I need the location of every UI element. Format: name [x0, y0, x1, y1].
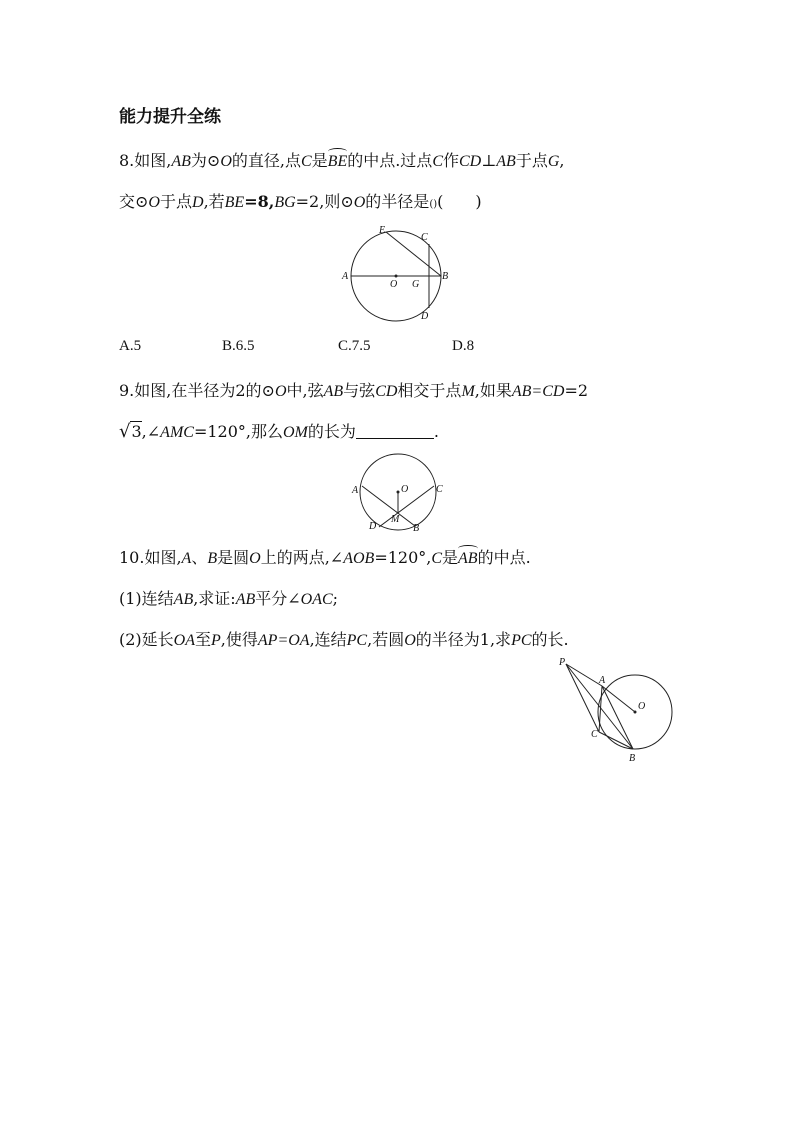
- q8-label-a: A: [342, 271, 349, 282]
- answer-parens: ( ): [437, 192, 482, 211]
- q9-label-a: A: [352, 485, 359, 496]
- q9-label-d: D: [369, 521, 377, 532]
- q10-label-p: P: [559, 657, 566, 668]
- q8-line2: 交⊙O于点D,若BE=8,BG=2,则⊙O的半径是()( ): [119, 192, 482, 211]
- q8-label-g: G: [412, 279, 420, 290]
- q8-label-c: C: [421, 232, 428, 243]
- q10-part1: (1)连结AB,求证:AB平分∠OAC;: [119, 589, 339, 608]
- arc-ab: AB: [458, 548, 478, 570]
- q8-label-d: D: [421, 311, 429, 322]
- sqrt-three: √3: [119, 421, 142, 442]
- q8-label-b: B: [442, 271, 449, 282]
- q9-label-m: M: [391, 514, 400, 525]
- q8-option-b: B.6.5: [222, 338, 255, 354]
- q10-label-c: C: [591, 729, 598, 740]
- q8-chord-eb: [386, 232, 441, 276]
- q10-line-ao: [602, 686, 635, 712]
- q10-label-a: A: [599, 675, 606, 686]
- q8-center-dot: [395, 275, 398, 278]
- q9-line1: 9.如图,在半径为2的⊙O中,弦AB与弦CD相交于点M,如果AB=CD=2: [119, 381, 589, 400]
- q10-center-dot: [634, 711, 637, 714]
- q8-option-d: D.8: [452, 338, 475, 354]
- q9-line2: √3,∠AMC=120°,那么OM的长为 .: [119, 421, 439, 442]
- arc-be: BE: [328, 151, 348, 173]
- answer-blank: [356, 422, 434, 439]
- q9-center-dot: [397, 491, 400, 494]
- q8-figure: [340, 224, 460, 324]
- q10-line-ab: [602, 686, 633, 749]
- q9-figure: [347, 450, 447, 536]
- q8-line1: 8.如图,AB为⊙O的直径,点C是BE的中点.过点C作CD⊥AB于点G,: [119, 150, 565, 173]
- q10-figure: [556, 656, 676, 766]
- q9-label-b: B: [413, 523, 420, 534]
- q10-part2: (2)延长OA至P,使得AP=OA,连结PC,若圆O的半径为1,求PC的长.: [119, 630, 569, 649]
- q10-label-o: O: [638, 701, 646, 712]
- q10-label-b: B: [629, 753, 636, 764]
- q9-label-c: C: [436, 484, 443, 495]
- q10-line1: 10.如图,A、B是圆O上的两点,∠AOB=120°,C是AB的中点.: [119, 547, 531, 570]
- q10-line-cb: [599, 732, 633, 749]
- q8-option-a: A.5: [119, 338, 142, 354]
- q8-label-o: O: [390, 279, 398, 290]
- q8-label-e: E: [379, 225, 386, 236]
- section-title: 能力提升全练: [119, 107, 221, 127]
- q8-option-c: C.7.5: [338, 338, 371, 354]
- q9-label-o: O: [401, 484, 409, 495]
